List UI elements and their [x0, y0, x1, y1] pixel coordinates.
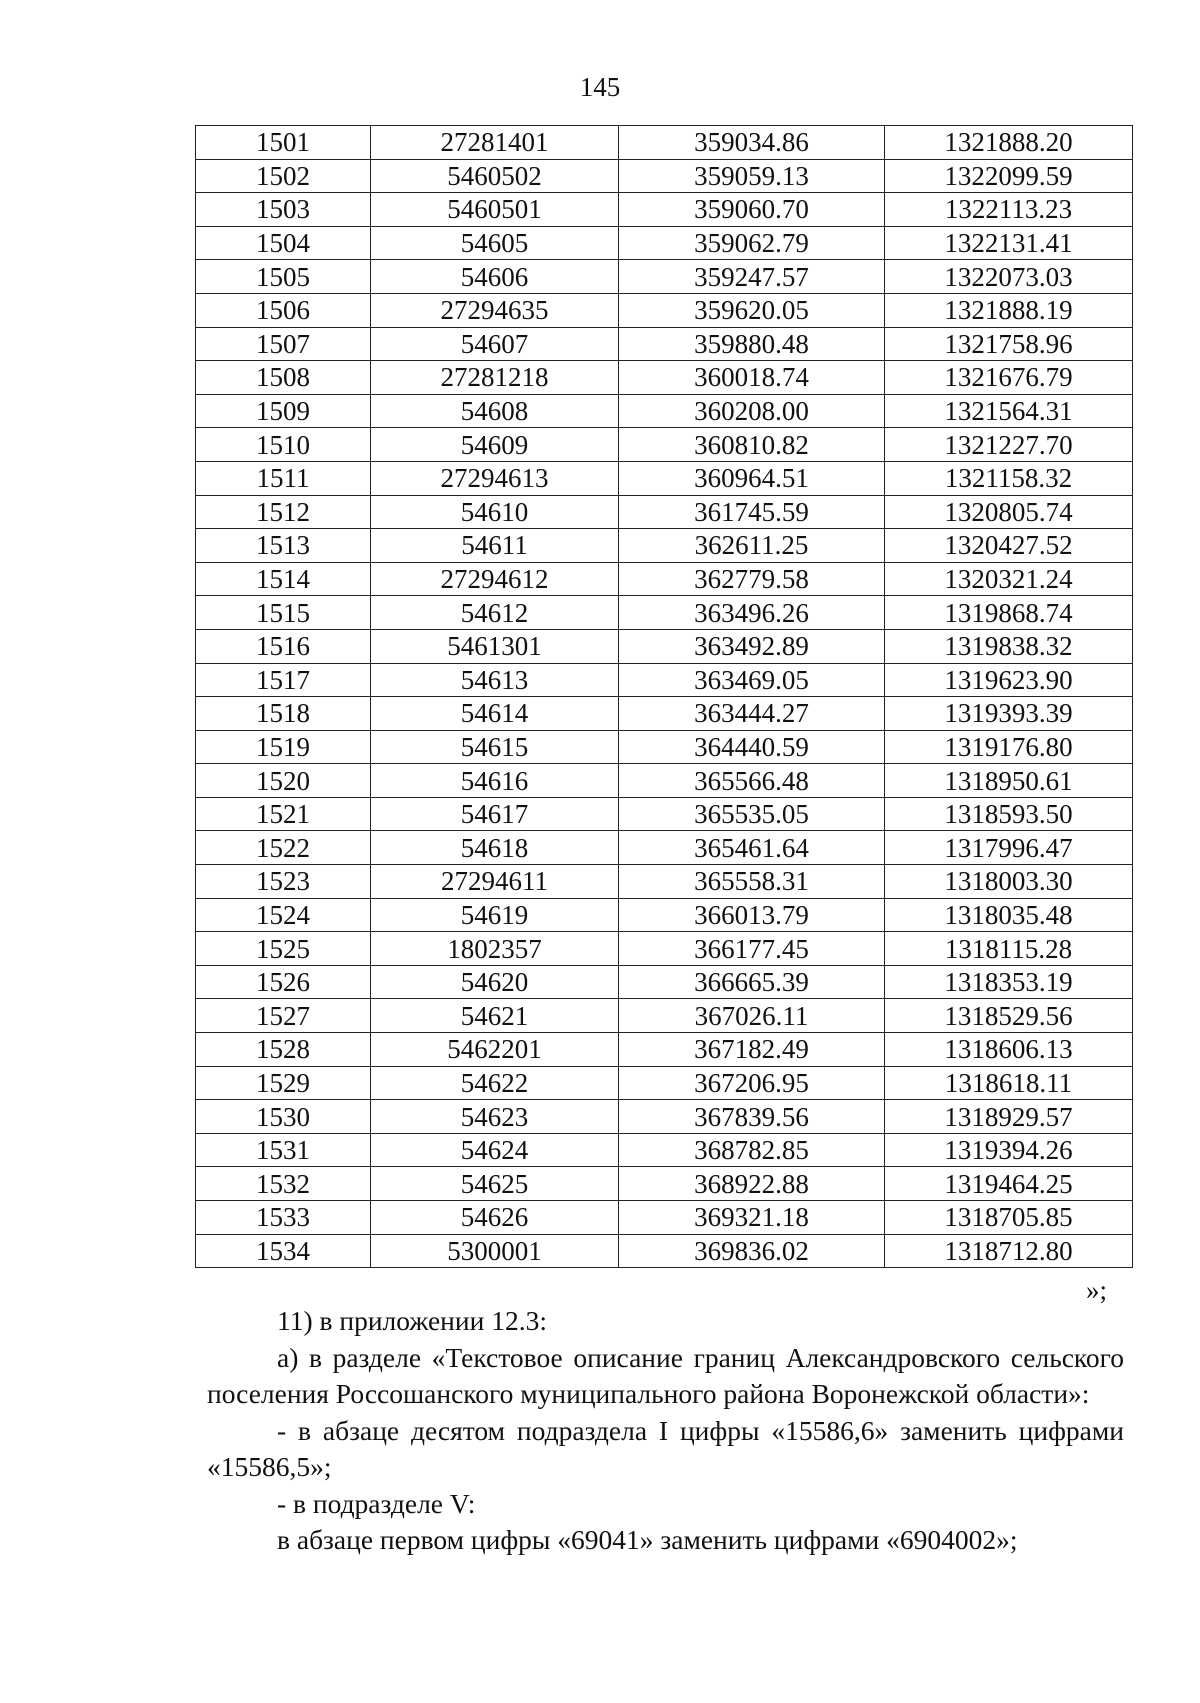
id-cell: 5300001: [371, 1234, 619, 1268]
table-row: [196, 697, 1133, 731]
x-coordinate-cell: 359059.13: [619, 159, 885, 193]
table-row: [196, 428, 1133, 462]
table-row: [196, 159, 1133, 193]
id-cell: 54619: [371, 898, 619, 932]
id-cell: 27294612: [371, 562, 619, 596]
point-number-cell: 1512: [196, 495, 371, 529]
point-number-cell: 1518: [196, 697, 371, 731]
table-row: [196, 831, 1133, 865]
table-row: [196, 1133, 1133, 1167]
x-coordinate-cell: 360018.74: [619, 361, 885, 395]
table-row: [196, 629, 1133, 663]
id-cell: 54624: [371, 1133, 619, 1167]
table-row: [196, 596, 1133, 630]
x-coordinate-cell: 365566.48: [619, 764, 885, 798]
id-cell: 27294611: [371, 865, 619, 899]
table-row: [196, 764, 1133, 798]
id-cell: 27281218: [371, 361, 619, 395]
id-cell: 27281401: [371, 126, 619, 160]
table-row: [196, 361, 1133, 395]
x-coordinate-cell: 367026.11: [619, 999, 885, 1033]
point-number-cell: 1504: [196, 226, 371, 260]
y-coordinate-cell: 1321758.96: [885, 327, 1133, 361]
table-row: [196, 797, 1133, 831]
table-row: [196, 932, 1133, 966]
point-number-cell: 1514: [196, 562, 371, 596]
table-row: [196, 1201, 1133, 1235]
table-row: [196, 1100, 1133, 1134]
point-number-cell: 1525: [196, 932, 371, 966]
id-cell: 54605: [371, 226, 619, 260]
table-row: [196, 226, 1133, 260]
point-number-cell: 1507: [196, 327, 371, 361]
y-coordinate-cell: 1319464.25: [885, 1167, 1133, 1201]
id-cell: 27294613: [371, 461, 619, 495]
point-number-cell: 1511: [196, 461, 371, 495]
table-row: [196, 1167, 1133, 1201]
paragraph-appendix-heading: 11) в приложении 12.3:: [277, 1305, 547, 1336]
id-cell: 54625: [371, 1167, 619, 1201]
paragraph-subsection-i: - в абзаце десятом подраздела I цифры «15586,6» заменить цифрами «15586,5»;: [207, 1414, 1124, 1482]
x-coordinate-cell: 366665.39: [619, 965, 885, 999]
x-coordinate-cell: 362779.58: [619, 562, 885, 596]
id-cell: 54617: [371, 797, 619, 831]
x-coordinate-cell: 368782.85: [619, 1133, 885, 1167]
x-coordinate-cell: 359060.70: [619, 193, 885, 227]
x-coordinate-cell: 369836.02: [619, 1234, 885, 1268]
point-number-cell: 1506: [196, 293, 371, 327]
id-cell: 5460501: [371, 193, 619, 227]
point-number-cell: 1503: [196, 193, 371, 227]
table-row: [196, 898, 1133, 932]
x-coordinate-cell: 360208.00: [619, 394, 885, 428]
x-coordinate-cell: 363444.27: [619, 697, 885, 731]
point-number-cell: 1530: [196, 1100, 371, 1134]
y-coordinate-cell: 1318529.56: [885, 999, 1133, 1033]
x-coordinate-cell: 359247.57: [619, 260, 885, 294]
y-coordinate-cell: 1321158.32: [885, 461, 1133, 495]
y-coordinate-cell: 1321227.70: [885, 428, 1133, 462]
x-coordinate-cell: 368922.88: [619, 1167, 885, 1201]
x-coordinate-cell: 369321.18: [619, 1201, 885, 1235]
point-number-cell: 1532: [196, 1167, 371, 1201]
id-cell: 54610: [371, 495, 619, 529]
id-cell: 5460502: [371, 159, 619, 193]
x-coordinate-cell: 359880.48: [619, 327, 885, 361]
id-cell: 54616: [371, 764, 619, 798]
x-coordinate-cell: 366013.79: [619, 898, 885, 932]
y-coordinate-cell: 1319393.39: [885, 697, 1133, 731]
id-cell: 54608: [371, 394, 619, 428]
id-cell: 5461301: [371, 629, 619, 663]
closing-quote: »;: [1086, 1275, 1108, 1305]
y-coordinate-cell: 1321676.79: [885, 361, 1133, 395]
y-coordinate-cell: 1322113.23: [885, 193, 1133, 227]
x-coordinate-cell: 365558.31: [619, 865, 885, 899]
id-cell: 54626: [371, 1201, 619, 1235]
x-coordinate-cell: 360810.82: [619, 428, 885, 462]
x-coordinate-cell: 365535.05: [619, 797, 885, 831]
id-cell: 54611: [371, 529, 619, 563]
table-row: [196, 193, 1133, 227]
id-cell: 54606: [371, 260, 619, 294]
table-row: [196, 965, 1133, 999]
x-coordinate-cell: 359034.86: [619, 126, 885, 160]
id-cell: 54615: [371, 730, 619, 764]
y-coordinate-cell: 1320321.24: [885, 562, 1133, 596]
y-coordinate-cell: 1318353.19: [885, 965, 1133, 999]
y-coordinate-cell: 1318705.85: [885, 1201, 1133, 1235]
point-number-cell: 1523: [196, 865, 371, 899]
table-row: [196, 730, 1133, 764]
point-number-cell: 1531: [196, 1133, 371, 1167]
amendment-text: [207, 1303, 1124, 1559]
point-number-cell: 1509: [196, 394, 371, 428]
id-cell: 54618: [371, 831, 619, 865]
y-coordinate-cell: 1319838.32: [885, 629, 1133, 663]
x-coordinate-cell: 359620.05: [619, 293, 885, 327]
table-row: [196, 562, 1133, 596]
y-coordinate-cell: 1320427.52: [885, 529, 1133, 563]
table-row: [196, 999, 1133, 1033]
table-row: [196, 865, 1133, 899]
y-coordinate-cell: 1318035.48: [885, 898, 1133, 932]
y-coordinate-cell: 1321888.19: [885, 293, 1133, 327]
y-coordinate-cell: 1319868.74: [885, 596, 1133, 630]
y-coordinate-cell: 1319176.80: [885, 730, 1133, 764]
table-row: [196, 461, 1133, 495]
point-number-cell: 1521: [196, 797, 371, 831]
x-coordinate-cell: 362611.25: [619, 529, 885, 563]
point-number-cell: 1515: [196, 596, 371, 630]
table-row: [196, 394, 1133, 428]
y-coordinate-cell: 1317996.47: [885, 831, 1133, 865]
table-row: [196, 495, 1133, 529]
table-row: [196, 126, 1133, 160]
point-number-cell: 1534: [196, 1234, 371, 1268]
table-row: [196, 1066, 1133, 1100]
table-row: [196, 327, 1133, 361]
x-coordinate-cell: 361745.59: [619, 495, 885, 529]
x-coordinate-cell: 359062.79: [619, 226, 885, 260]
id-cell: 54622: [371, 1066, 619, 1100]
y-coordinate-cell: 1321888.20: [885, 126, 1133, 160]
point-number-cell: 1520: [196, 764, 371, 798]
point-number-cell: 1513: [196, 529, 371, 563]
id-cell: 54612: [371, 596, 619, 630]
point-number-cell: 1501: [196, 126, 371, 160]
coordinates-table: [195, 125, 1133, 1268]
paragraph-subsection-v: - в подразделе V:: [277, 1487, 476, 1519]
x-coordinate-cell: 366177.45: [619, 932, 885, 966]
y-coordinate-cell: 1320805.74: [885, 495, 1133, 529]
table-body: [196, 126, 1133, 1268]
point-number-cell: 1519: [196, 730, 371, 764]
point-number-cell: 1502: [196, 159, 371, 193]
y-coordinate-cell: 1322099.59: [885, 159, 1133, 193]
x-coordinate-cell: 365461.64: [619, 831, 885, 865]
x-coordinate-cell: 367839.56: [619, 1100, 885, 1134]
y-coordinate-cell: 1321564.31: [885, 394, 1133, 428]
table-row: [196, 260, 1133, 294]
x-coordinate-cell: 360964.51: [619, 461, 885, 495]
y-coordinate-cell: 1318115.28: [885, 932, 1133, 966]
id-cell: 27294635: [371, 293, 619, 327]
y-coordinate-cell: 1318606.13: [885, 1033, 1133, 1067]
point-number-cell: 1529: [196, 1066, 371, 1100]
id-cell: 54607: [371, 327, 619, 361]
paragraph-section-a: а) в разделе «Текстовое описание границ Александровского сельского поселения Россошанского муниципального района Воронежской области»:: [207, 1341, 1124, 1409]
y-coordinate-cell: 1319623.90: [885, 663, 1133, 697]
point-number-cell: 1510: [196, 428, 371, 462]
paragraph-first-abzac: в абзаце первом цифры «69041» заменить цифрами «6904002»;: [277, 1524, 1018, 1555]
table-row: [196, 663, 1133, 697]
point-number-cell: 1524: [196, 898, 371, 932]
y-coordinate-cell: 1318003.30: [885, 865, 1133, 899]
point-number-cell: 1517: [196, 663, 371, 697]
table-row: [196, 1234, 1133, 1268]
y-coordinate-cell: 1318929.57: [885, 1100, 1133, 1134]
table-row: [196, 1033, 1133, 1067]
id-cell: 1802357: [371, 932, 619, 966]
x-coordinate-cell: 364440.59: [619, 730, 885, 764]
table-row: [196, 293, 1133, 327]
id-cell: 54623: [371, 1100, 619, 1134]
point-number-cell: 1526: [196, 965, 371, 999]
point-number-cell: 1516: [196, 629, 371, 663]
y-coordinate-cell: 1322073.03: [885, 260, 1133, 294]
x-coordinate-cell: 363496.26: [619, 596, 885, 630]
x-coordinate-cell: 363469.05: [619, 663, 885, 697]
point-number-cell: 1522: [196, 831, 371, 865]
point-number-cell: 1527: [196, 999, 371, 1033]
point-number-cell: 1533: [196, 1201, 371, 1235]
y-coordinate-cell: 1322131.41: [885, 226, 1133, 260]
id-cell: 54613: [371, 663, 619, 697]
x-coordinate-cell: 363492.89: [619, 629, 885, 663]
x-coordinate-cell: 367206.95: [619, 1066, 885, 1100]
y-coordinate-cell: 1318950.61: [885, 764, 1133, 798]
id-cell: 54621: [371, 999, 619, 1033]
id-cell: 54614: [371, 697, 619, 731]
y-coordinate-cell: 1318712.80: [885, 1234, 1133, 1268]
point-number-cell: 1528: [196, 1033, 371, 1067]
table-row: [196, 529, 1133, 563]
page-number: 145: [579, 72, 621, 102]
x-coordinate-cell: 367182.49: [619, 1033, 885, 1067]
id-cell: 54620: [371, 965, 619, 999]
point-number-cell: 1505: [196, 260, 371, 294]
y-coordinate-cell: 1318618.11: [885, 1066, 1133, 1100]
point-number-cell: 1508: [196, 361, 371, 395]
y-coordinate-cell: 1319394.26: [885, 1133, 1133, 1167]
y-coordinate-cell: 1318593.50: [885, 797, 1133, 831]
id-cell: 5462201: [371, 1033, 619, 1067]
id-cell: 54609: [371, 428, 619, 462]
